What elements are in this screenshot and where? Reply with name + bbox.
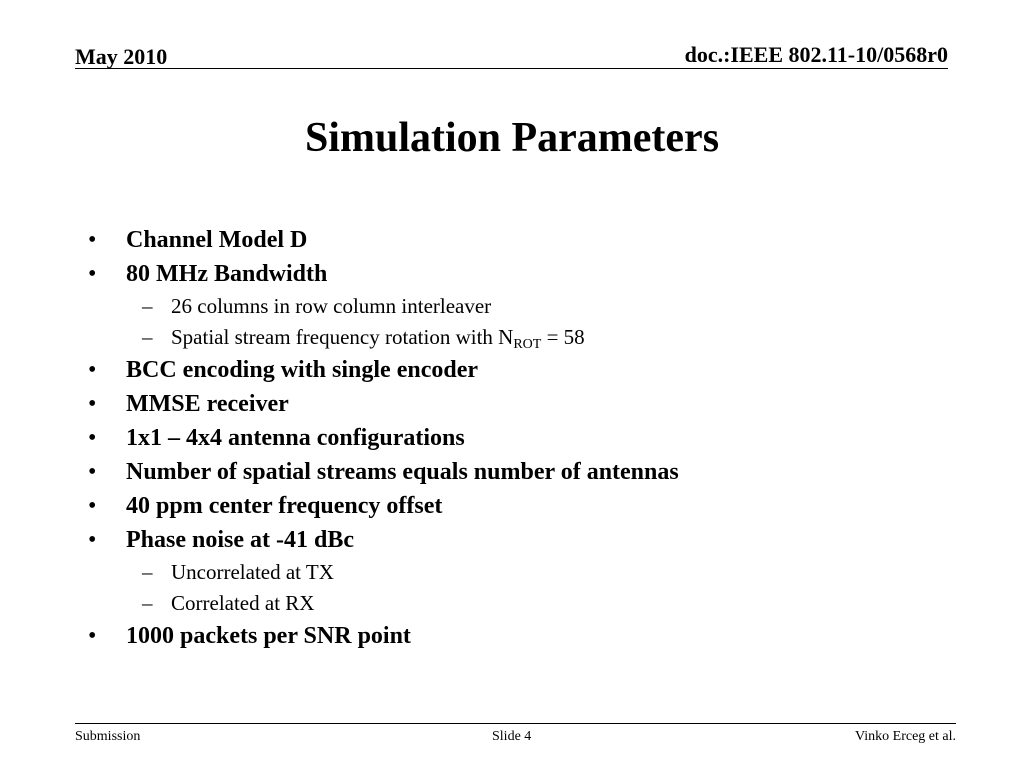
sub-bullet-text: Spatial stream frequency rotation with N <box>171 325 514 349</box>
sub-bullet-marker: – <box>142 294 153 318</box>
sub-bullet-text: 26 columns in row column interleaver <box>171 294 492 318</box>
sub-bullet-text: Correlated at RX <box>171 591 315 615</box>
header-date: May 2010 <box>75 44 168 69</box>
bullet-marker: • <box>88 493 97 519</box>
bullet-item <box>84 421 964 455</box>
bullet-item <box>84 455 964 489</box>
bullet-marker: • <box>88 261 97 287</box>
bullet-marker: • <box>88 391 97 417</box>
bullet-item <box>84 353 964 387</box>
bullet-item <box>84 489 964 523</box>
bullet-text: 40 ppm center frequency offset <box>126 493 443 519</box>
sub-bullet-marker: – <box>142 560 153 584</box>
sub-bullet-item <box>84 588 964 619</box>
subscript-text: ROT <box>513 337 542 352</box>
header-divider <box>75 68 948 69</box>
sub-bullet-marker: – <box>142 591 153 615</box>
footer-submission: Submission <box>75 729 141 744</box>
sub-bullet-item <box>84 291 964 322</box>
bullet-text: 80 MHz Bandwidth <box>126 261 328 287</box>
bullet-marker: • <box>88 459 97 485</box>
bullet-text: MMSE receiver <box>126 391 289 417</box>
bullet-marker: • <box>88 425 97 451</box>
bullet-marker: • <box>88 527 97 553</box>
sub-bullet-item <box>84 322 964 353</box>
sub-bullet-text-suffix: = 58 <box>541 325 585 349</box>
bullet-marker: • <box>88 357 97 383</box>
bullet-item <box>84 223 964 257</box>
bullet-marker: • <box>88 623 97 649</box>
bullet-marker: • <box>88 227 97 253</box>
bullet-text: Number of spatial streams equals number of antennas <box>126 459 679 485</box>
footer-slide-number: Slide 4 <box>492 729 532 744</box>
bullet-item <box>84 387 964 421</box>
bullet-text: 1000 packets per SNR point <box>126 623 411 649</box>
bullet-text: Phase noise at -41 dBc <box>126 527 354 553</box>
bullet-text: BCC encoding with single encoder <box>126 357 479 383</box>
footer-author: Vinko Erceg et al. <box>854 729 956 744</box>
sub-bullet-marker: – <box>142 325 153 349</box>
sub-bullet-item <box>84 557 964 588</box>
header-document-id: doc.:IEEE 802.11-10/0568r0 <box>684 42 948 67</box>
bullet-text: Channel Model D <box>126 227 308 253</box>
bullet-list <box>84 223 964 653</box>
bullet-item <box>84 523 964 557</box>
sub-bullet-text: Uncorrelated at TX <box>171 560 334 584</box>
bullet-item <box>84 257 964 291</box>
bullet-text: 1x1 – 4x4 antenna configurations <box>126 425 465 451</box>
slide-title: Simulation Parameters <box>304 115 720 161</box>
bullet-item <box>84 619 964 653</box>
footer-divider <box>75 723 956 724</box>
